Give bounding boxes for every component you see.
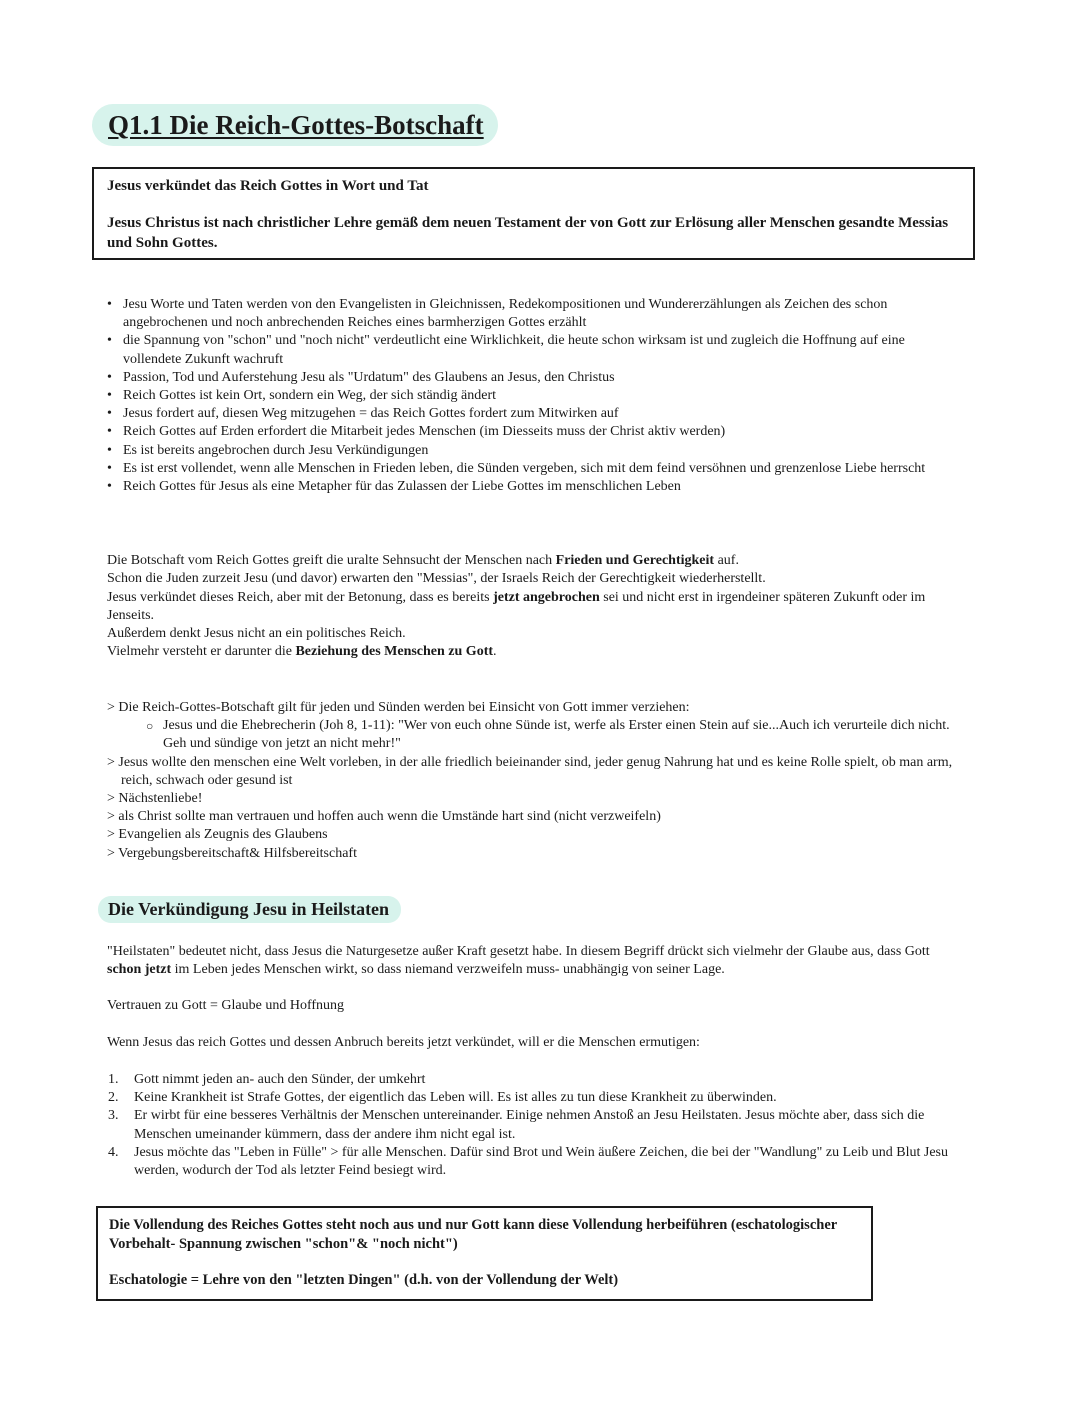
- text-run: Die Botschaft vom Reich Gottes greift die uralte Sehnsucht der Menschen nach: [107, 553, 556, 568]
- bullet-list: [106, 296, 966, 496]
- spacer: [107, 979, 967, 997]
- paragraph-line: [107, 589, 967, 626]
- sub-note: [107, 717, 967, 753]
- list-item: • Jesu Worte und Taten werden von den Evangelisten in Gleichnissen, Redekompositionen und Wundererzählungen als Zeichen des schon angebrochenen und noch anbrechenden Reiches eines barmherzigen Gottes erzählt: [106, 296, 966, 332]
- bold-text: Beziehung des Menschen zu Gott: [295, 644, 494, 660]
- section-heading-highlight: [98, 896, 401, 923]
- list-item: [107, 1071, 967, 1089]
- arrow-note: > Jesus wollte den menschen eine Welt vorleben, in der alle friedlich beieinander sind, jeder genug Nahrung hat und es keine Rolle spielt, ob man arm, reich, schwach oder gesund ist: [107, 754, 953, 788]
- text-run: Vielmehr versteht er darunter die: [107, 644, 296, 660]
- summary-line-1: Die Vollendung des Reiches Gottes steht noch aus und nur Gott kann diese Vollendung herbeiführen (eschatologischer Vorbehalt- Spannung zwischen "schon"& "noch nicht"): [109, 1217, 837, 1252]
- list-number: 1.: [108, 1072, 119, 1087]
- circle-bullet-icon: ○: [146, 719, 154, 734]
- title-highlight: [92, 104, 498, 146]
- text-run: .: [493, 644, 497, 660]
- list-item: [107, 1144, 967, 1180]
- list-item: • Jesus fordert auf, diesen Weg mitzugehen = das Reich Gottes fordert zum Mitwirken auf: [106, 405, 966, 423]
- sub-note-text: Jesus und die Ehebrecherin (Joh 8, 1-11): "Wer von euch ohne Sünde ist, werfe als Erster einen Stein auf sie...Auch ich verurteile dich nicht. Geh und sündige von jetzt an nicht mehr!": [163, 718, 950, 752]
- list-item: • Es ist erst vollendet, wenn alle Menschen in Frieden leben, die Sünden vergeben, sich mit dem feind versöhnen und grenzenlose Liebe herrscht: [106, 460, 966, 478]
- paragraph-line: Wenn Jesus das reich Gottes und dessen Anbruch bereits jetzt verkündet, will er die Menschen ermutigen:: [107, 1034, 700, 1050]
- arrow-note: > Vergebungsbereitschaft& Hilfsbereitschaft: [107, 845, 357, 861]
- paragraph-line: Vertrauen zu Gott = Glaube und Hoffnung: [107, 998, 345, 1014]
- text-run: im Leben jedes Menschen wirkt, so dass niemand verzweifeln muss- unabhängig von seiner Lage.: [171, 962, 725, 978]
- summary-box-top: [92, 167, 975, 260]
- arrow-note: > als Christ sollte man vertrauen und hoffen auch wenn die Umstände hart sind (nicht verzweifeln): [107, 809, 661, 825]
- summary-box-bottom: [96, 1206, 873, 1301]
- spacer: [107, 1016, 967, 1034]
- list-item: • Reich Gottes ist kein Ort, sondern ein Weg, der sich ständig ändert: [106, 387, 966, 405]
- text-run: sei und nicht erst in irgendeiner späteren Zukunft oder im Jenseits.: [107, 589, 926, 623]
- summary-line-2: Jesus Christus ist nach christlicher Lehre gemäß dem neuen Testament der von Gott zur Erlösung aller Menschen gesandte Messias und Sohn Gottes.: [107, 215, 949, 251]
- list-item: • die Spannung von "schon" und "noch nicht" verdeutlicht eine Wirklichkeit, die heute schon wirksam ist und zugleich die Hoffnung auf eine vollendete Zukunft wachruft: [106, 332, 966, 368]
- list-text: Gott nimmt jeden an- auch den Sünder, der umkehrt: [134, 1072, 426, 1087]
- list-item: • Reich Gottes für Jesus als eine Metapher für das Zulassen der Liebe Gottes im menschlichen Leben: [106, 478, 966, 496]
- paragraph-line: Außerdem denkt Jesus nicht an ein politisches Reich.: [107, 626, 406, 642]
- spacer: [107, 196, 961, 213]
- arrow-note: > Die Reich-Gottes-Botschaft gilt für jeden und Sünden werden bei Einsicht von Gott immer verziehen:: [107, 700, 690, 715]
- bold-text: jetzt angebrochen: [493, 589, 600, 605]
- paragraph-line: [107, 643, 967, 661]
- list-item: • Es ist bereits angebrochen durch Jesu Verkündigungen: [106, 442, 966, 460]
- list-number: 4.: [108, 1144, 119, 1160]
- arrow-notes: [107, 699, 967, 863]
- bold-text: schon jetzt: [107, 962, 172, 978]
- arrow-note: > Evangelien als Zeugnis des Glaubens: [107, 827, 328, 843]
- list-item: • Passion, Tod und Auferstehung Jesu als "Urdatum" des Glaubens an Jesus, den Christus: [106, 369, 966, 387]
- text-run: Jesus verkündet dieses Reich, aber mit der Betonung, dass es bereits: [107, 589, 494, 605]
- intro-paragraph: [107, 552, 967, 662]
- numbered-list: [107, 1071, 967, 1180]
- heilstaten-paragraph: [107, 943, 967, 1052]
- list-item: [107, 1089, 967, 1107]
- list-number: 2.: [108, 1090, 119, 1106]
- list-text: Keine Krankheit ist Strafe Gottes, der eigentlich das Leben will. Es ist alles zu tun diese Krankheit zu überwinden.: [134, 1090, 777, 1106]
- summary-line-2: Eschatologie = Lehre von den "letzten Dingen" (d.h. von der Vollendung der Welt): [109, 1272, 619, 1288]
- paragraph-line: [107, 552, 967, 570]
- page-title: Q1.1 Die Reich-Gottes-Botschaft: [108, 109, 484, 140]
- section-heading: Die Verkündigung Jesu in Heilstaten: [108, 899, 390, 919]
- paragraph-line: [107, 943, 967, 979]
- text-run: auf.: [714, 553, 739, 568]
- bold-text: Frieden und Gerechtigkeit: [555, 553, 715, 568]
- list-text: Jesus möchte das "Leben in Fülle" > für alle Menschen. Dafür sind Brot und Wein äußere Zeichen, die bei der "Wandlung" zu Leib und Blut Jesu werden, wodurch der Tod als letzter Feind besiegt wird.: [134, 1144, 948, 1179]
- list-item: • Reich Gottes auf Erden erfordert die Mitarbeit jedes Menschen (im Diesseits muss der Christ aktiv werden): [106, 423, 966, 441]
- list-text: Er wirbt für eine besseres Verhältnis der Menschen untereinander. Einige nehmen Anstoß an Jesu Heilstaten. Jesus möchte aber, dass sich die Menschen umeinander kümmern, dass der andere ihm nicht egal ist.: [134, 1108, 925, 1142]
- arrow-note: > Nächstenliebe!: [107, 791, 203, 807]
- spacer: [109, 1254, 861, 1271]
- list-number: 3.: [108, 1108, 119, 1124]
- summary-line-1: Jesus verkündet das Reich Gottes in Wort und Tat: [107, 178, 429, 194]
- text-run: "Heilstaten" bedeutet nicht, dass Jesus die Naturgesetze außer Kraft gesetzt habe. In diesem Begriff drückt sich vielmehr der Glaube aus, dass Gott: [107, 944, 930, 959]
- paragraph-line: Schon die Juden zurzeit Jesu (und davor) erwarten den "Messias", der Israels Reich der Gerechtigkeit wiederherstellt.: [107, 571, 766, 587]
- list-item: [107, 1107, 967, 1143]
